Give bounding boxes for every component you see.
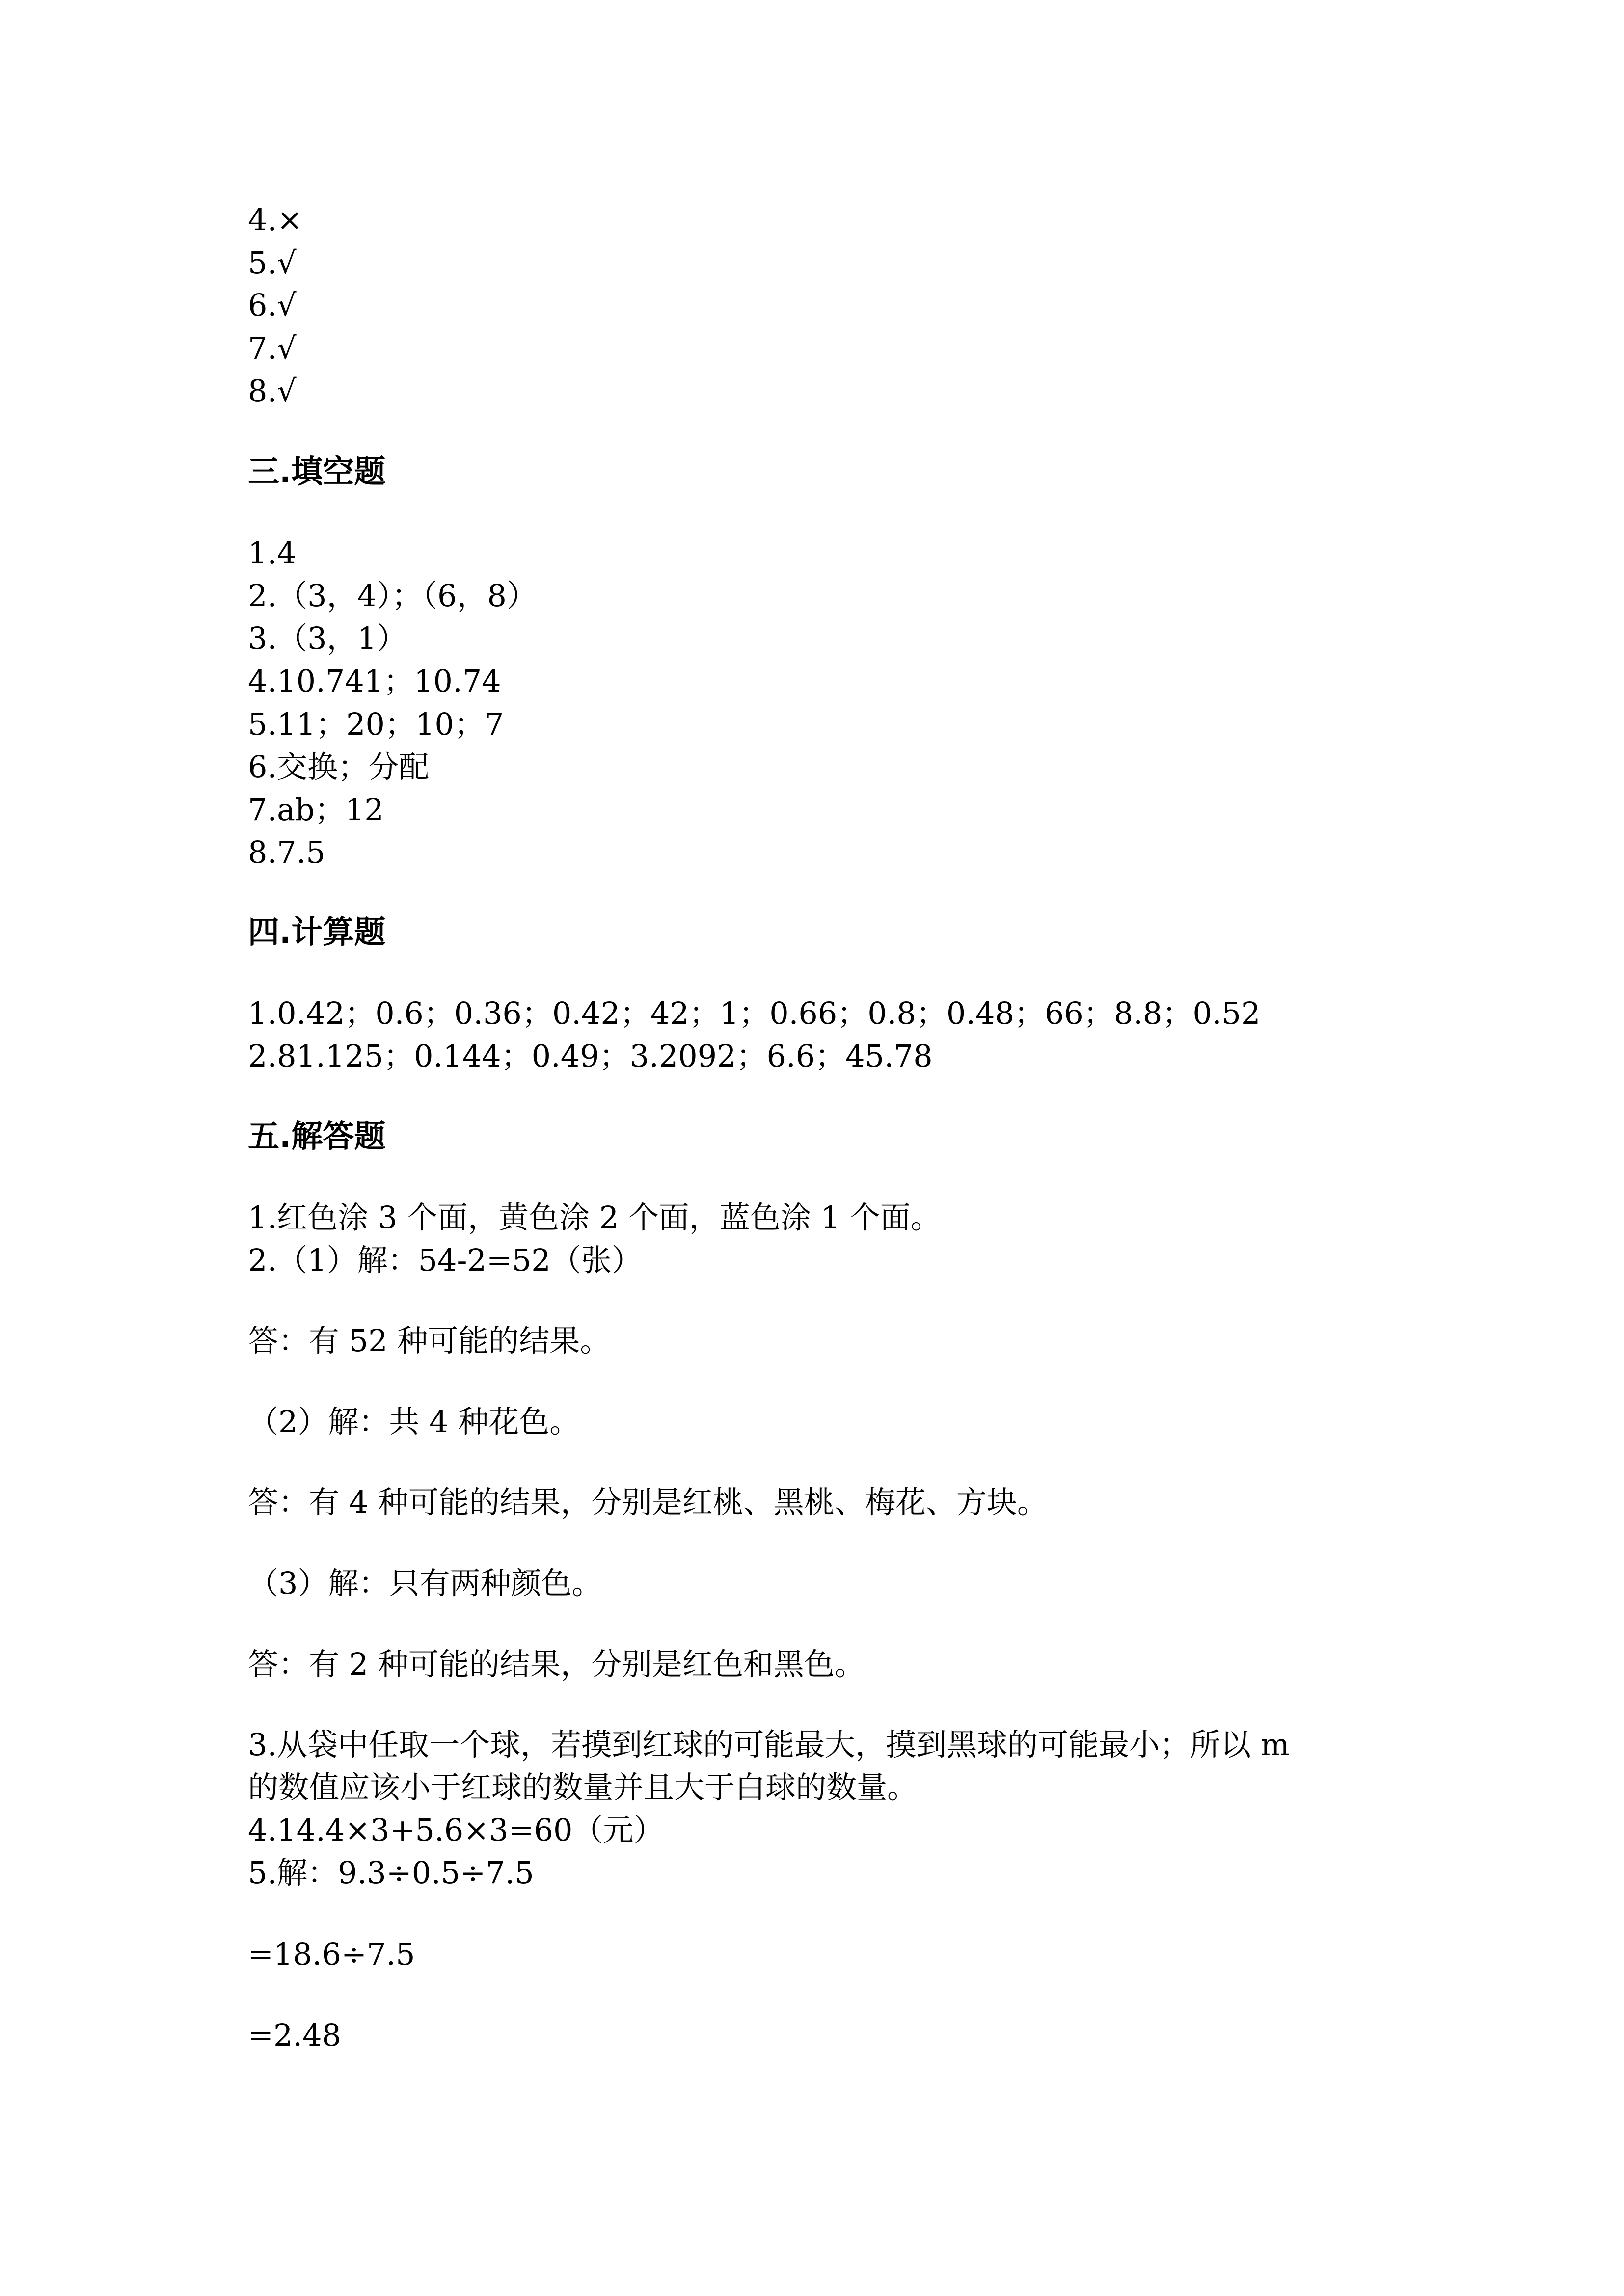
solve-line: 3.从袋中任取一个球，若摸到红球的可能最大，摸到黑球的可能最小；所以 m	[248, 1727, 1290, 1762]
solve-line: 4.14.4×3+5.6×3=60（元）	[248, 1812, 664, 1848]
tf-answer: 6.√	[248, 287, 297, 323]
solve-line: 答：有 52 种可能的结果。	[248, 1323, 611, 1359]
section-heading-solve: 五.解答题	[248, 1119, 386, 1155]
tf-answer: 7.√	[248, 330, 297, 366]
solve-line: （2）解：共 4 种花色。	[248, 1404, 580, 1440]
section-heading-fill: 三.填空题	[248, 454, 386, 490]
solve-line: 1.红色涂 3 个面，黄色涂 2 个面，蓝色涂 1 个面。	[248, 1200, 941, 1235]
fill-answer: 6.交换；分配	[248, 749, 430, 785]
fill-answer: 7.ab；12	[248, 792, 384, 828]
fill-answer: 1.4	[248, 535, 297, 571]
fill-answer: 4.10.741；10.74	[248, 663, 501, 699]
calc-answer: 2.81.125；0.144；0.49；3.2092；6.6；45.78	[248, 1038, 933, 1074]
solve-line: 2.（1）解：54-2=52（张）	[248, 1242, 642, 1278]
solve-line: =2.48	[248, 2017, 341, 2053]
solve-line: 5.解：9.3÷0.5÷7.5	[248, 1855, 534, 1891]
solve-line: 的数值应该小于红球的数量并且大于白球的数量。	[248, 1769, 918, 1805]
solve-line: =18.6÷7.5	[248, 1936, 415, 1972]
solve-line: 答：有 2 种可能的结果，分别是红色和黑色。	[248, 1646, 865, 1682]
tf-answer: 4.×	[248, 202, 303, 238]
fill-answer: 3.（3，1）	[248, 620, 407, 656]
section-heading-calc: 四.计算题	[248, 914, 386, 951]
solve-line: （3）解：只有两种颜色。	[248, 1565, 602, 1601]
calc-answer: 1.0.42；0.6；0.36；0.42；42；1；0.66；0.8；0.48；66；8.8；0.52	[248, 995, 1261, 1031]
fill-answer: 8.7.5	[248, 834, 325, 870]
tf-answer: 5.√	[248, 245, 297, 281]
fill-answer: 2.（3，4）；（6，8）	[248, 578, 537, 614]
solve-line: 答：有 4 种可能的结果，分别是红桃、黑桃、梅花、方块。	[248, 1484, 1048, 1520]
fill-answer: 5.11；20；10；7	[248, 706, 504, 742]
tf-answer: 8.√	[248, 373, 297, 409]
